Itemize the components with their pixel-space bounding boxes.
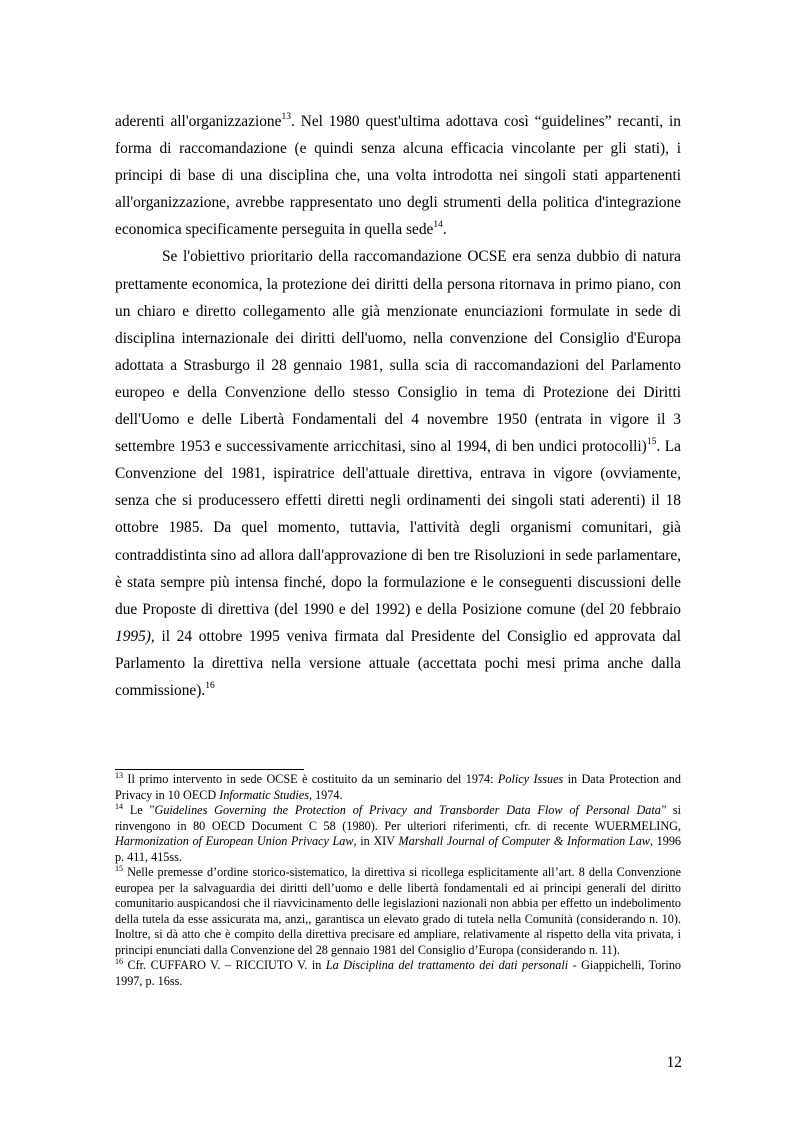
text-span: aderenti all'organizzazione	[115, 113, 282, 130]
text-span: .	[442, 221, 447, 239]
text-span: , 1996 p. 411, 415ss.	[115, 834, 682, 864]
paragraph-2	[115, 243, 681, 704]
footnote-number: 13	[115, 770, 123, 780]
body-text	[115, 108, 681, 704]
footnote-15	[115, 865, 681, 958]
text-span: , 1974.	[308, 787, 343, 802]
text-span: - Giappichelli, Torino 1997, p. 16ss.	[115, 958, 682, 988]
footnote-ref-15[interactable]: 15	[646, 437, 657, 447]
text-span: in Data Protection and Privacy in 10 OECD	[115, 772, 681, 802]
text-span: Il primo intervento in sede OCSE è costituito da un seminario del 1974:	[123, 772, 498, 786]
italic-text: 1995),	[115, 627, 155, 645]
footnote-number: 15	[115, 863, 123, 873]
italic-text: Informatic Studies	[219, 787, 309, 802]
text-span: si rinvengono in 80 OECD Document C 58 (1980). Per ulteriori riferimenti, cfr. di recente WUERMELING,	[115, 803, 681, 833]
footnote-16	[115, 958, 681, 989]
paragraph-1	[115, 108, 681, 243]
footnote-separator	[115, 769, 304, 770]
italic-text: Marshall Journal of Computer & Information Law	[398, 834, 650, 848]
footnote-number: 16	[115, 956, 123, 966]
italic-text: Guidelines Governing the Protection of Privacy and Transborder Data Flow of Personal Data"	[154, 803, 666, 817]
italic-text: Policy Issues	[497, 772, 564, 786]
text-span: Cfr. CUFFARO V. – RICCIUTO V. in	[123, 958, 326, 972]
text-span: , in XIV	[353, 834, 399, 848]
footnotes	[115, 772, 681, 989]
footnote-ref-13[interactable]: 13	[281, 111, 291, 122]
page-number: 12	[666, 1054, 682, 1071]
footnote-ref-16[interactable]: 16	[205, 680, 215, 691]
footnote-14	[115, 803, 681, 865]
text-span: il 24 ottobre 1995 veniva firmata dal Presidente del Consiglio ed approvata dal Parlamento la direttiva nella versione attuale (accettata pochi mesi prima anche dalla commissione).	[115, 627, 681, 699]
italic-text: La Disciplina del trattamento dei dati personali	[325, 958, 569, 972]
text-span: Se l'obiettivo prioritario della raccomandazione OCSE era senza dubbio di natura prettamente economica, la protezione dei diritti della persona ritornava in primo piano, con un chiaro e diretto collegamento alle già menzionate enunciazioni formulate in sede di disciplina internazionale dei diritti dell'uomo, nella convenzione del Consiglio d'Europa adottata a Strasburgo il 28 gennaio 1981, sulla scia di raccomandazioni del Parlamento europeo e della Convenzione dello stesso Consiglio in tema di Protezione dei Diritti dell'Uomo e delle Libertà Fondamentali del 4 novembre 1950 (entrata in vigore il 3 settembre 1953 e successivamente arricchitasi, sino al 1994, di ben undici protocolli)	[115, 248, 681, 456]
text-span: . Nel 1980 quest'ultima adottava così “guidelines” recanti, in forma di raccomandazione (e quindi senza alcuna efficacia vincolante per gli stati), i principi di base di una disciplina che, una volta introdotta nei singoli stati appartenenti all'organizzazione, avrebbe rappresentato uno degli strumenti della politica d'integrazione economica specificamente perseguita in quella sede	[115, 113, 681, 239]
italic-text: Harmonization of European Union Privacy Law	[115, 834, 354, 848]
text-span: . La Convenzione del 1981, ispiratrice dell'attuale direttiva, entrava in vigore (ovviamente, senza che si producessero effetti diretti negli ordinamenti dei singoli stati aderenti) il 18 ottobre 1985. Da quel momento, tuttavia, l'attività degli organismi comunitari, già contraddistinta sino ad allora dall'approvazione di ben tre Risoluzioni in sede parlamentare, è stata sempre più intensa finché, dopo la formulazione e le conseguenti discussioni delle due Proposte di direttiva (del 1990 e del 1992) e della Posizione comune (del 20 febbraio	[115, 438, 681, 618]
text-span: Nelle premesse d’ordine storico-sistematico, la direttiva si ricollega esplicitamente all’art. 8 della Convenzione europea per la salvaguardia dei diritti dell’uomo e delle libertà fondamentali ed ai principi generali del diritto comunitario auspicandosi che il riavvicinamento delle legislazioni nazionali non abbia per effetto un indebolimento della tutela da esse assicurata ma, anzi,, garantisca un elevato grado di tutela nella Comunità (considerando n. 10). Inoltre, si dà atto che è compito della direttiva precisare ed ampliare, relativamente al rispetto della vita privata, i principi enunciati dalla Convenzione del 28 gennaio 1981 del Consiglio d’Europa (considerando n. 11).	[115, 865, 681, 957]
footnote-ref-14[interactable]: 14	[433, 220, 443, 231]
text-span: Le "	[123, 803, 155, 817]
footnote-number: 14	[115, 801, 123, 811]
footnote-13	[115, 772, 681, 803]
